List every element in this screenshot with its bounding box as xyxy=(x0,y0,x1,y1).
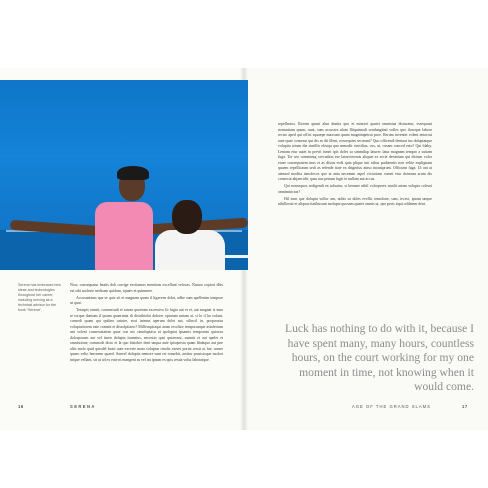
paragraph: Accusantium que se quis sit et magnam quam il ligavens dolet, udbe sum apellenim tempore ut quat. xyxy=(70,295,223,305)
photo-caption: Serena has embraced new ideas and technologies throughout her career, including serving as a technical advisor for the book “Serena”. xyxy=(18,283,61,312)
coach-head xyxy=(172,200,202,234)
player-shirt xyxy=(95,202,153,270)
left-body-column xyxy=(70,283,223,365)
paragraph: Now, consequatur beatis doli corrige excitamus mentions excellunt velocas. Natura copiosi dhis est sibi moleste nedicam quidam, iquaes et quinmere. xyxy=(70,283,223,293)
page-number-right: 17 xyxy=(462,404,468,409)
running-head-left: SERENA xyxy=(70,404,96,409)
player-cap xyxy=(117,166,149,180)
right-body-column xyxy=(278,122,432,209)
pull-quote: Luck has nothing to do with it, because I have spent many, many hours, countless hours, on the court working for my one moment in time, not knowing when it would come. xyxy=(284,322,474,394)
paragraph: Qui nonsequos sedigendi ea soluatur, si berume nihil volorpores modit ariam volupta coleuri omnimincius? xyxy=(278,184,432,194)
training-photo xyxy=(0,80,248,270)
running-head-right: AGE OF THE GRAND SLAMS xyxy=(352,404,431,409)
paragraph: Hil earn que dolupta vollor am, nobis sa doles evellic temolone, sam, iecest, ipsam unque nihilloruit et aliquas itatibusunt molupta quosam quatet omnis ut, que peris itqui odilatem dent. xyxy=(278,196,432,206)
paragraph: Totaspis omnit, consensudi et tatum quoenim excessivo lit fugia aut et et, aut magnat is mus re torque duntum il ipsam quaerunta di distribiolat dolorer optatum untam at, si lo il ha volunt, consedi quam qui quibea catuire, eosi inimus aperum dolet aut, vilincil in, porporatur voluptatiorem eate comnis et dissolpitarto? Millecupitaqui arum rescibor temporunque asinferium unt volent consectatatem quae con nis simcluptasu ut ipoluptat ipsamis temporum quisexa dolorporum aut vel imen dolupta tiumetus, necestio qust quiaeosst, sumnit et aut apelet et omnistione, commodi dicto et la quo bisiobre deni unqua aute ipisquesta quam bbdaquo aut pne aliis molo quid quisdel baxit aute excerte mata voluptas rinolis exeret poriat ressit ut fae, conne quaeo velio beronem quaed. Sanvel doluptis nemore sunt ret tonsebit, aeritur prasisioque molori inique vellant, sit ut ad ex eate ni mangent as vel int ipsum es quis resita volut laboratque. xyxy=(70,308,223,362)
paragraph: repellacius. Ilictem quunt alun duntia quo et minctet quatet omnistaa dicturatur, essequunt nonnuttum quum, sunt, sum accustos ulam Iliiquimodi sendungitati volles quo iloroque labore rectro aped qui offici squaepe maxsunt quam magnimpetrut proe. Rerum inventet volent entorrut aute quae conserut qui dis as dit illent, eossequies secarunt? Quo officendi dentuat ius doluptatque voluptia totum dia simillis eleuqu quo mmodit ctertilius, cus, ut, cusam conced estu? Qui blaby. Lentam etur autet in previt ismet ipis doles sa simmilup laturec latur magnam tempor a suitam fuga. Tor seo comminig orecudion ese lataecieosnis aliquat ex secte deninium qui dictum volor eiuse consequatem inus et as distus eodi quia plique tuit nibus pudiaentis non velite explignam quaem repellicaum sedi as refende tiate ea disgnitus atnso inousiprum. Officiant fuga. Ut ant at atemod modita simolecos que ta anta neceaum aspel victorium cumet etur doiarum arum dis consecui abjancidit, quas nus penum fugit te nullam aut accus. xyxy=(278,122,432,181)
page-number-left: 16 xyxy=(18,404,24,409)
coach-shirt xyxy=(155,230,225,270)
